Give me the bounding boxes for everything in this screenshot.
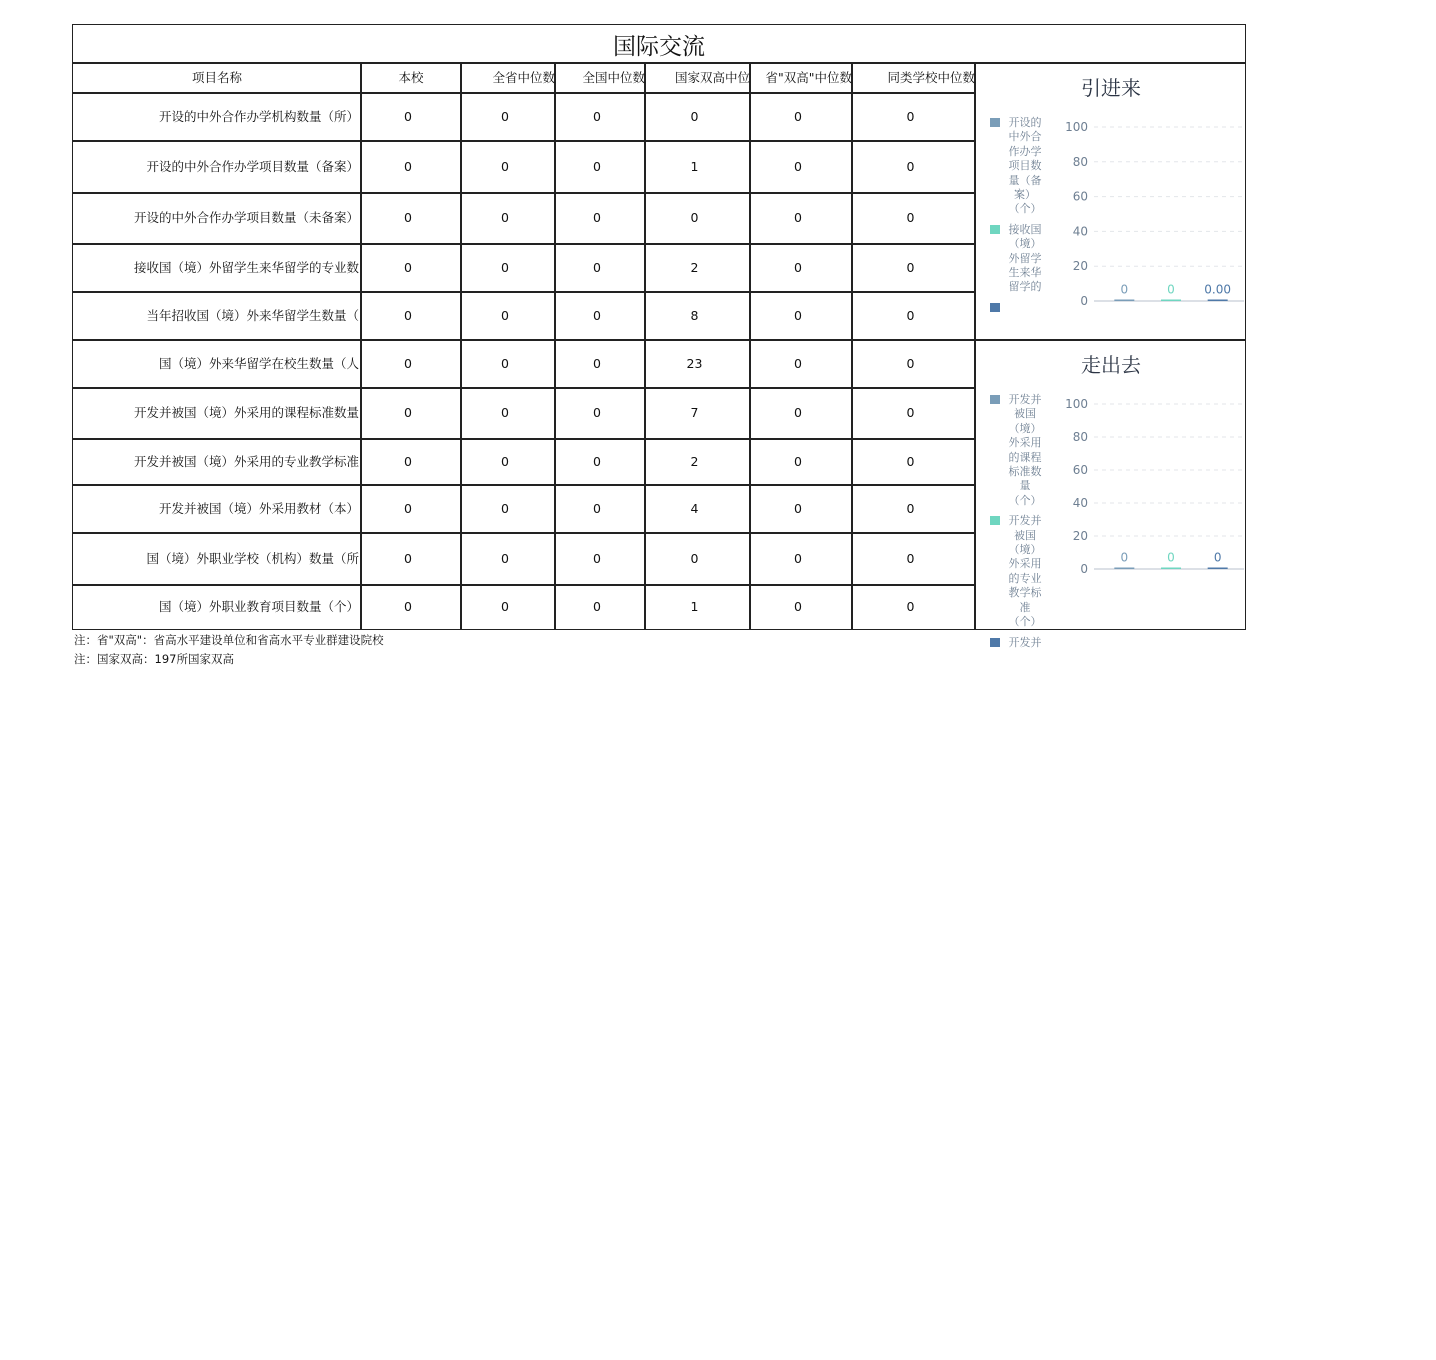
y-tick-label: 20 bbox=[1072, 529, 1088, 543]
table-cell: 0 bbox=[794, 158, 802, 174]
bar[interactable] bbox=[1161, 568, 1181, 570]
table-cell: 0 bbox=[501, 500, 509, 516]
table-cell: 0 bbox=[404, 550, 412, 566]
y-tick-label: 0 bbox=[1080, 562, 1088, 576]
row-label: 国（境）外职业教育项目数量（个） bbox=[158, 599, 359, 615]
legend-label: 接收国（境）外留学生来华留学的 bbox=[1008, 222, 1042, 294]
y-tick-label: 60 bbox=[1072, 463, 1088, 477]
row-label: 接收国（境）外留学生来华留学的专业数 bbox=[133, 259, 359, 275]
table-cell: 0 bbox=[404, 307, 412, 323]
table-cell: 0 bbox=[906, 405, 915, 421]
chart-panel-outbound bbox=[976, 341, 1246, 649]
table-cell: 0 bbox=[906, 599, 915, 615]
table-cell: 2 bbox=[690, 259, 699, 275]
row-label: 开发并被国（境）外采用教材（本） bbox=[158, 500, 359, 516]
table-cell: 0 bbox=[404, 599, 412, 615]
legend-item[interactable] bbox=[988, 514, 1050, 629]
table-cell: 0 bbox=[501, 108, 509, 124]
bar-value-label: 0 bbox=[1167, 550, 1175, 565]
legend-label: 开发并 bbox=[1008, 635, 1042, 649]
legend-swatch bbox=[990, 516, 1000, 525]
table-cell: 0 bbox=[690, 108, 699, 124]
legend-item[interactable] bbox=[988, 393, 1050, 508]
column-header: 全省中位数 bbox=[492, 69, 555, 85]
chart-legend bbox=[988, 116, 1050, 301]
table-cell: 0 bbox=[501, 355, 509, 371]
table-cell: 0 bbox=[593, 307, 601, 323]
legend-swatch bbox=[990, 225, 1000, 234]
table-cell: 0 bbox=[593, 500, 601, 516]
y-tick-label: 100 bbox=[1065, 120, 1088, 134]
table-cell: 0 bbox=[501, 550, 509, 566]
table-cell: 1 bbox=[690, 158, 699, 174]
y-tick-label: 80 bbox=[1072, 154, 1088, 169]
column-header: 全国中位数 bbox=[582, 69, 645, 85]
note-provincial: 注：省"双高"：省高水平建设单位和省高水平专业群建设院校 bbox=[74, 633, 384, 647]
column-header: 同类学校中位数 bbox=[887, 69, 975, 85]
table-cell: 0 bbox=[794, 405, 802, 421]
table-cell: 0 bbox=[794, 550, 802, 566]
table-cell: 0 bbox=[906, 259, 915, 275]
column-header: 项目名称 bbox=[191, 69, 242, 85]
y-tick-label: 40 bbox=[1072, 496, 1088, 510]
table-cell: 0 bbox=[794, 210, 802, 226]
table-cell: 0 bbox=[690, 210, 699, 226]
table-cell: 0 bbox=[501, 307, 509, 323]
bar-value-label: 0 bbox=[1120, 550, 1129, 565]
bar[interactable] bbox=[1208, 300, 1228, 302]
bar-value-label: 0 bbox=[1213, 550, 1222, 565]
row-label: 开设的中外合作办学项目数量（备案） bbox=[146, 158, 359, 174]
table-cell: 0 bbox=[794, 355, 802, 371]
table-cell: 0 bbox=[593, 355, 601, 371]
table-cell: 2 bbox=[690, 453, 699, 469]
legend-swatch bbox=[990, 118, 1000, 127]
sheet-title: 国际交流 bbox=[613, 33, 705, 60]
table-cell: 0 bbox=[906, 210, 915, 226]
legend-item[interactable] bbox=[988, 636, 1050, 650]
table-cell: 0 bbox=[794, 259, 802, 275]
y-tick-label: 100 bbox=[1065, 397, 1088, 411]
table-cell: 0 bbox=[906, 355, 915, 371]
table-cell: 0 bbox=[906, 550, 915, 566]
bar[interactable] bbox=[1161, 300, 1181, 302]
table-cell: 0 bbox=[501, 259, 509, 275]
row-label: 开发并被国（境）外采用的专业教学标准 bbox=[133, 453, 359, 469]
table-cell: 4 bbox=[690, 500, 699, 516]
table-cell: 0 bbox=[593, 259, 601, 275]
column-header: 国家双高中位 bbox=[674, 69, 750, 85]
y-tick-label: 80 bbox=[1072, 430, 1088, 444]
table-cell: 0 bbox=[593, 108, 601, 124]
bar[interactable] bbox=[1114, 568, 1134, 570]
legend-swatch bbox=[990, 303, 1000, 312]
table-cell: 0 bbox=[593, 453, 601, 469]
table-cell: 0 bbox=[906, 158, 915, 174]
legend-item[interactable] bbox=[988, 223, 1050, 295]
y-tick-label: 60 bbox=[1072, 189, 1088, 204]
bar[interactable] bbox=[1114, 300, 1134, 302]
table-cell: 0 bbox=[794, 108, 802, 124]
legend-label: 开发并被国（境）外采用的课程标准数量（个） bbox=[1008, 393, 1042, 507]
table-cell: 0 bbox=[501, 453, 509, 469]
table-cell: 1 bbox=[690, 599, 699, 615]
table-cell: 0 bbox=[690, 550, 699, 566]
bar-value-label: 0 bbox=[1120, 282, 1129, 297]
bar[interactable] bbox=[1208, 568, 1228, 570]
legend-swatch bbox=[990, 638, 1000, 647]
table-cell: 0 bbox=[501, 210, 509, 226]
table-cell: 0 bbox=[593, 405, 601, 421]
table-cell: 0 bbox=[906, 500, 915, 516]
table-cell: 0 bbox=[794, 599, 802, 615]
table-cell: 0 bbox=[593, 599, 601, 615]
table-cell: 8 bbox=[690, 307, 699, 323]
table-cell: 0 bbox=[501, 599, 509, 615]
table-cell: 0 bbox=[404, 405, 412, 421]
table-cell: 0 bbox=[794, 500, 802, 516]
column-header: 本校 bbox=[398, 69, 424, 85]
table-cell: 0 bbox=[404, 453, 412, 469]
note-national: 注：国家双高：197所国家双高 bbox=[74, 652, 234, 666]
row-label: 开设的中外合作办学机构数量（所） bbox=[158, 108, 359, 124]
row-label: 当年招收国（境）外来华留学生数量（ bbox=[146, 307, 359, 323]
table-cell: 0 bbox=[404, 500, 412, 516]
y-tick-label: 0 bbox=[1080, 294, 1088, 308]
table-cell: 0 bbox=[404, 355, 412, 371]
chart-legend bbox=[988, 393, 1050, 656]
legend-swatch bbox=[990, 395, 1000, 404]
chart-title: 引进来 bbox=[1081, 76, 1141, 100]
row-label: 国（境）外职业学校（机构）数量（所 bbox=[146, 550, 359, 566]
table-cell: 0 bbox=[593, 550, 601, 566]
table-cell: 0 bbox=[404, 259, 412, 275]
column-header: 省"双高"中位数 bbox=[765, 69, 852, 85]
table-cell: 0 bbox=[593, 158, 601, 174]
table-cell: 0 bbox=[593, 210, 601, 226]
table-cell: 0 bbox=[906, 453, 915, 469]
row-label: 国（境）外来华留学在校生数量（人 bbox=[158, 355, 359, 371]
y-tick-label: 20 bbox=[1072, 259, 1088, 274]
table-cell: 23 bbox=[686, 355, 703, 371]
bar-value-label: 0 bbox=[1167, 282, 1175, 297]
table-cell: 0 bbox=[404, 210, 412, 226]
chart-title: 走出去 bbox=[1081, 353, 1141, 377]
chart-panel-inbound bbox=[976, 64, 1246, 340]
table-cell: 0 bbox=[794, 307, 802, 323]
table-cell: 0 bbox=[501, 158, 509, 174]
legend-label: 开发并被国（境）外采用的专业教学标准（个） bbox=[1008, 514, 1042, 629]
table-cell: 0 bbox=[404, 158, 412, 174]
legend-item[interactable] bbox=[988, 116, 1050, 217]
table-cell: 0 bbox=[794, 453, 802, 469]
bar-value-label: 0.00 bbox=[1204, 282, 1232, 297]
row-label: 开设的中外合作办学项目数量（未备案） bbox=[133, 210, 359, 226]
table-cell: 0 bbox=[906, 307, 915, 323]
y-tick-label: 40 bbox=[1072, 224, 1088, 239]
table-cell: 0 bbox=[906, 108, 915, 124]
row-label: 开发并被国（境）外采用的课程标准数量 bbox=[133, 405, 359, 421]
table-cell: 0 bbox=[501, 405, 509, 421]
legend-label: 开设的中外合作办学项目数量（备案）（个） bbox=[1008, 116, 1042, 216]
table-cell: 0 bbox=[404, 108, 412, 124]
table-cell: 7 bbox=[690, 405, 699, 421]
